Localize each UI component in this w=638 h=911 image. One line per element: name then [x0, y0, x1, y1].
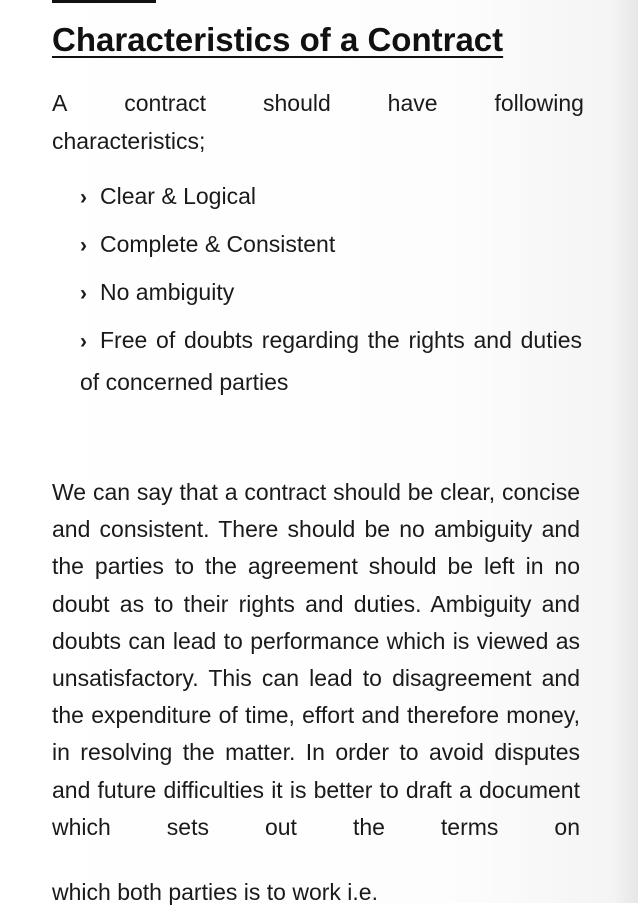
chevron-right-icon: › — [80, 330, 87, 353]
intro-first-line — [52, 84, 584, 122]
list-item-text: Complete & Consistent — [100, 231, 336, 257]
body-paragraph-continuation: which both parties is to work i.e. — [52, 879, 378, 905]
page-title: Characteristics of a Contract — [52, 21, 504, 58]
list-item — [80, 272, 582, 314]
intro-word: should — [262, 90, 331, 116]
list-item — [80, 176, 582, 218]
list-item — [80, 320, 582, 402]
page-edge-shadow — [612, 0, 638, 903]
list-item-text: Free of doubts regarding the rights and duties of concerned parties — [80, 327, 582, 395]
intro-word: have — [387, 90, 438, 116]
intro-second-line: characteristics; — [52, 128, 206, 154]
intro-word: contract — [124, 90, 207, 116]
list-item-text: No ambiguity — [100, 279, 235, 305]
chevron-right-icon: › — [80, 282, 87, 305]
chevron-right-icon: › — [80, 186, 87, 209]
characteristics-list — [80, 176, 582, 408]
intro-word: following — [494, 90, 584, 116]
body-paragraph: We can say that a contract should be clear, concise and consistent. There should be no ambiguity and the parties to the agreement should be left in no doubt as to their rights and duties. Ambiguity and doubts can lead to performance which is viewed as unsatisfactory. This can lead to disagreement and the expenditure of time, effort and therefore money, in resolving the matter. In order to avoid disputes and future difficulties it is better to draft a document which sets out the terms on — [52, 479, 580, 840]
top-rule — [52, 0, 156, 3]
list-item-text: Clear & Logical — [100, 183, 256, 209]
chevron-right-icon: › — [80, 234, 87, 257]
intro-paragraph — [52, 84, 584, 160]
intro-word: A — [52, 90, 68, 116]
list-item — [80, 224, 582, 266]
